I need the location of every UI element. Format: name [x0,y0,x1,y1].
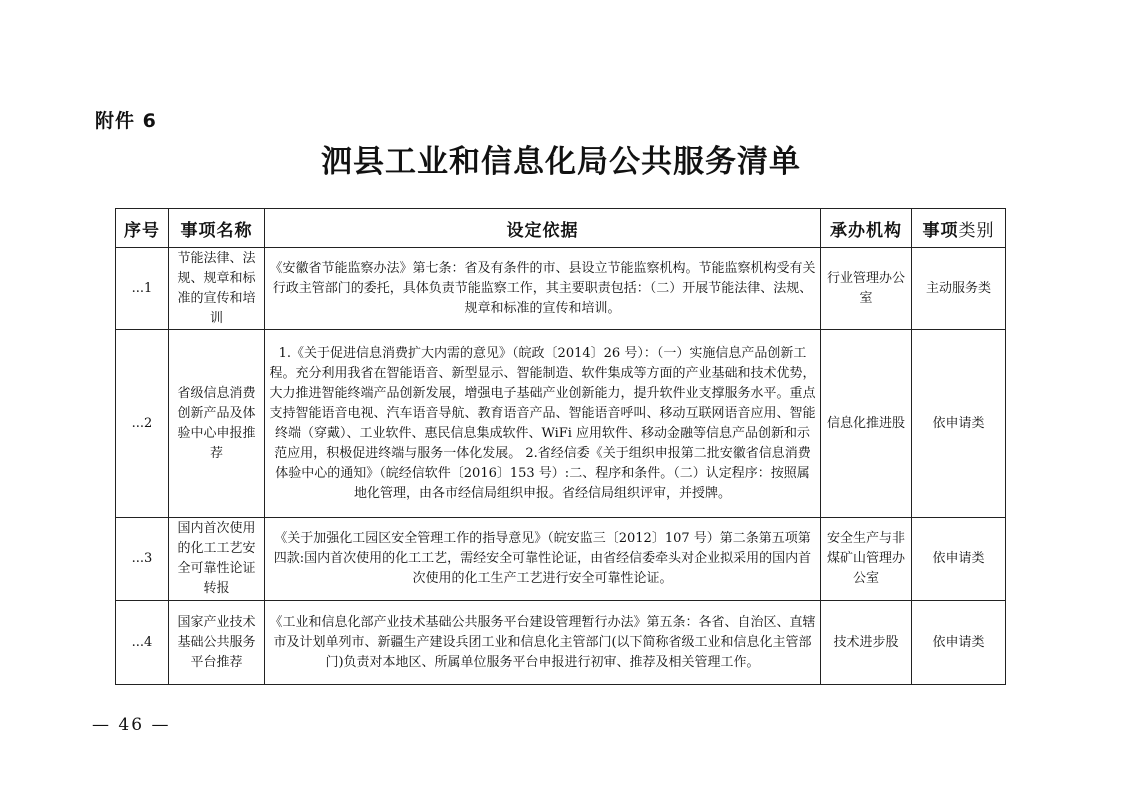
table-header-row [116,209,1006,248]
row-seq: ...4 [116,601,169,685]
row-name: 节能法律、法规、规章和标准的宣传和培训 [169,248,265,330]
attachment-label: 附件 6 [95,110,157,132]
header-type [912,209,1006,248]
row-name: 国内首次使用的化工工艺安全可靠性论证转报 [169,518,265,601]
header-agency: 承办机构 [821,209,912,248]
row-basis: 《安徽省节能监察办法》第七条：省及有条件的市、县设立节能监察机构。节能监察机构受有关行政主管部门的委托，具体负责节能监察工作，其主要职责包括：（二）开展节能法律、法规、规章和标准的宣传和培训。 [265,248,821,330]
row-basis: 《关于加强化工园区安全管理工作的指导意见》（皖安监三〔2012〕107 号）第二条第五项第四款:国内首次使用的化工工艺，需经安全可靠性论证，由省经信委牵头对企业拟采用的国内首次使用的化工生产工艺进行安全可靠性论证。 [265,518,821,601]
table-row [116,248,1006,330]
header-basis: 设定依据 [265,209,821,248]
row-name: 国家产业技术基础公共服务平台推荐 [169,601,265,685]
page-number: — 46 — [92,715,171,735]
service-list-table [115,208,1006,685]
row-agency: 技术进步股 [821,601,912,685]
row-agency: 信息化推进股 [821,330,912,518]
page-title: 泗县工业和信息化局公共服务清单 [321,144,801,180]
header-name: 事项名称 [169,209,265,248]
row-type: 依申请类 [912,330,1006,518]
header-type-light: 类别 [958,220,995,241]
row-seq: ...2 [116,330,169,518]
row-agency: 安全生产与非煤矿山管理办公室 [821,518,912,601]
row-type: 依申请类 [912,518,1006,601]
header-seq: 序号 [116,209,169,248]
row-basis: 1.《关于促进信息消费扩大内需的意见》（皖政〔2014〕26 号）：（一）实施信息产品创新工程。充分利用我省在智能语音、新型显示、智能制造、软件集成等方面的产业基础和技术优势，大力推进智能终端产品创新发展，增强电子基础产业创新能力，提升软件业支撑服务水平。重点支持智能语音电视、汽车语音导航、教育语音产品、智能语音呼叫、移动互联网语音应用、智能终端（穿戴）、工业软件、惠民信息集成软件、WiFi 应用软件、移动金融等信息产品创新和示范应用，积极促进终端与服务一体化发展。 2.省经信委《关于组织申报第二批安徽省信息消费体验中心的通知》（皖经信软件〔2016〕153 号）:二、程序和条件。（二）认定程序：按照属地化管理，由各市经信局组织申报。省经信局组织评审，并授牌。 [265,330,821,518]
header-type-bold: 事项 [922,220,959,241]
row-basis: 《工业和信息化部产业技术基础公共服务平台建设管理暂行办法》第五条：各省、自治区、直辖市及计划单列市、新疆生产建设兵团工业和信息化主管部门(以下简称省级工业和信息化主管部门)负责对本地区、所属单位服务平台申报进行初审、推荐及相关管理工作。 [265,601,821,685]
row-agency: 行业管理办公室 [821,248,912,330]
row-seq: ...3 [116,518,169,601]
table-row [116,601,1006,685]
row-type: 主动服务类 [912,248,1006,330]
table-row [116,518,1006,601]
table-row [116,330,1006,518]
row-name: 省级信息消费创新产品及体验中心申报推荐 [169,330,265,518]
row-type: 依申请类 [912,601,1006,685]
row-seq: ...1 [116,248,169,330]
